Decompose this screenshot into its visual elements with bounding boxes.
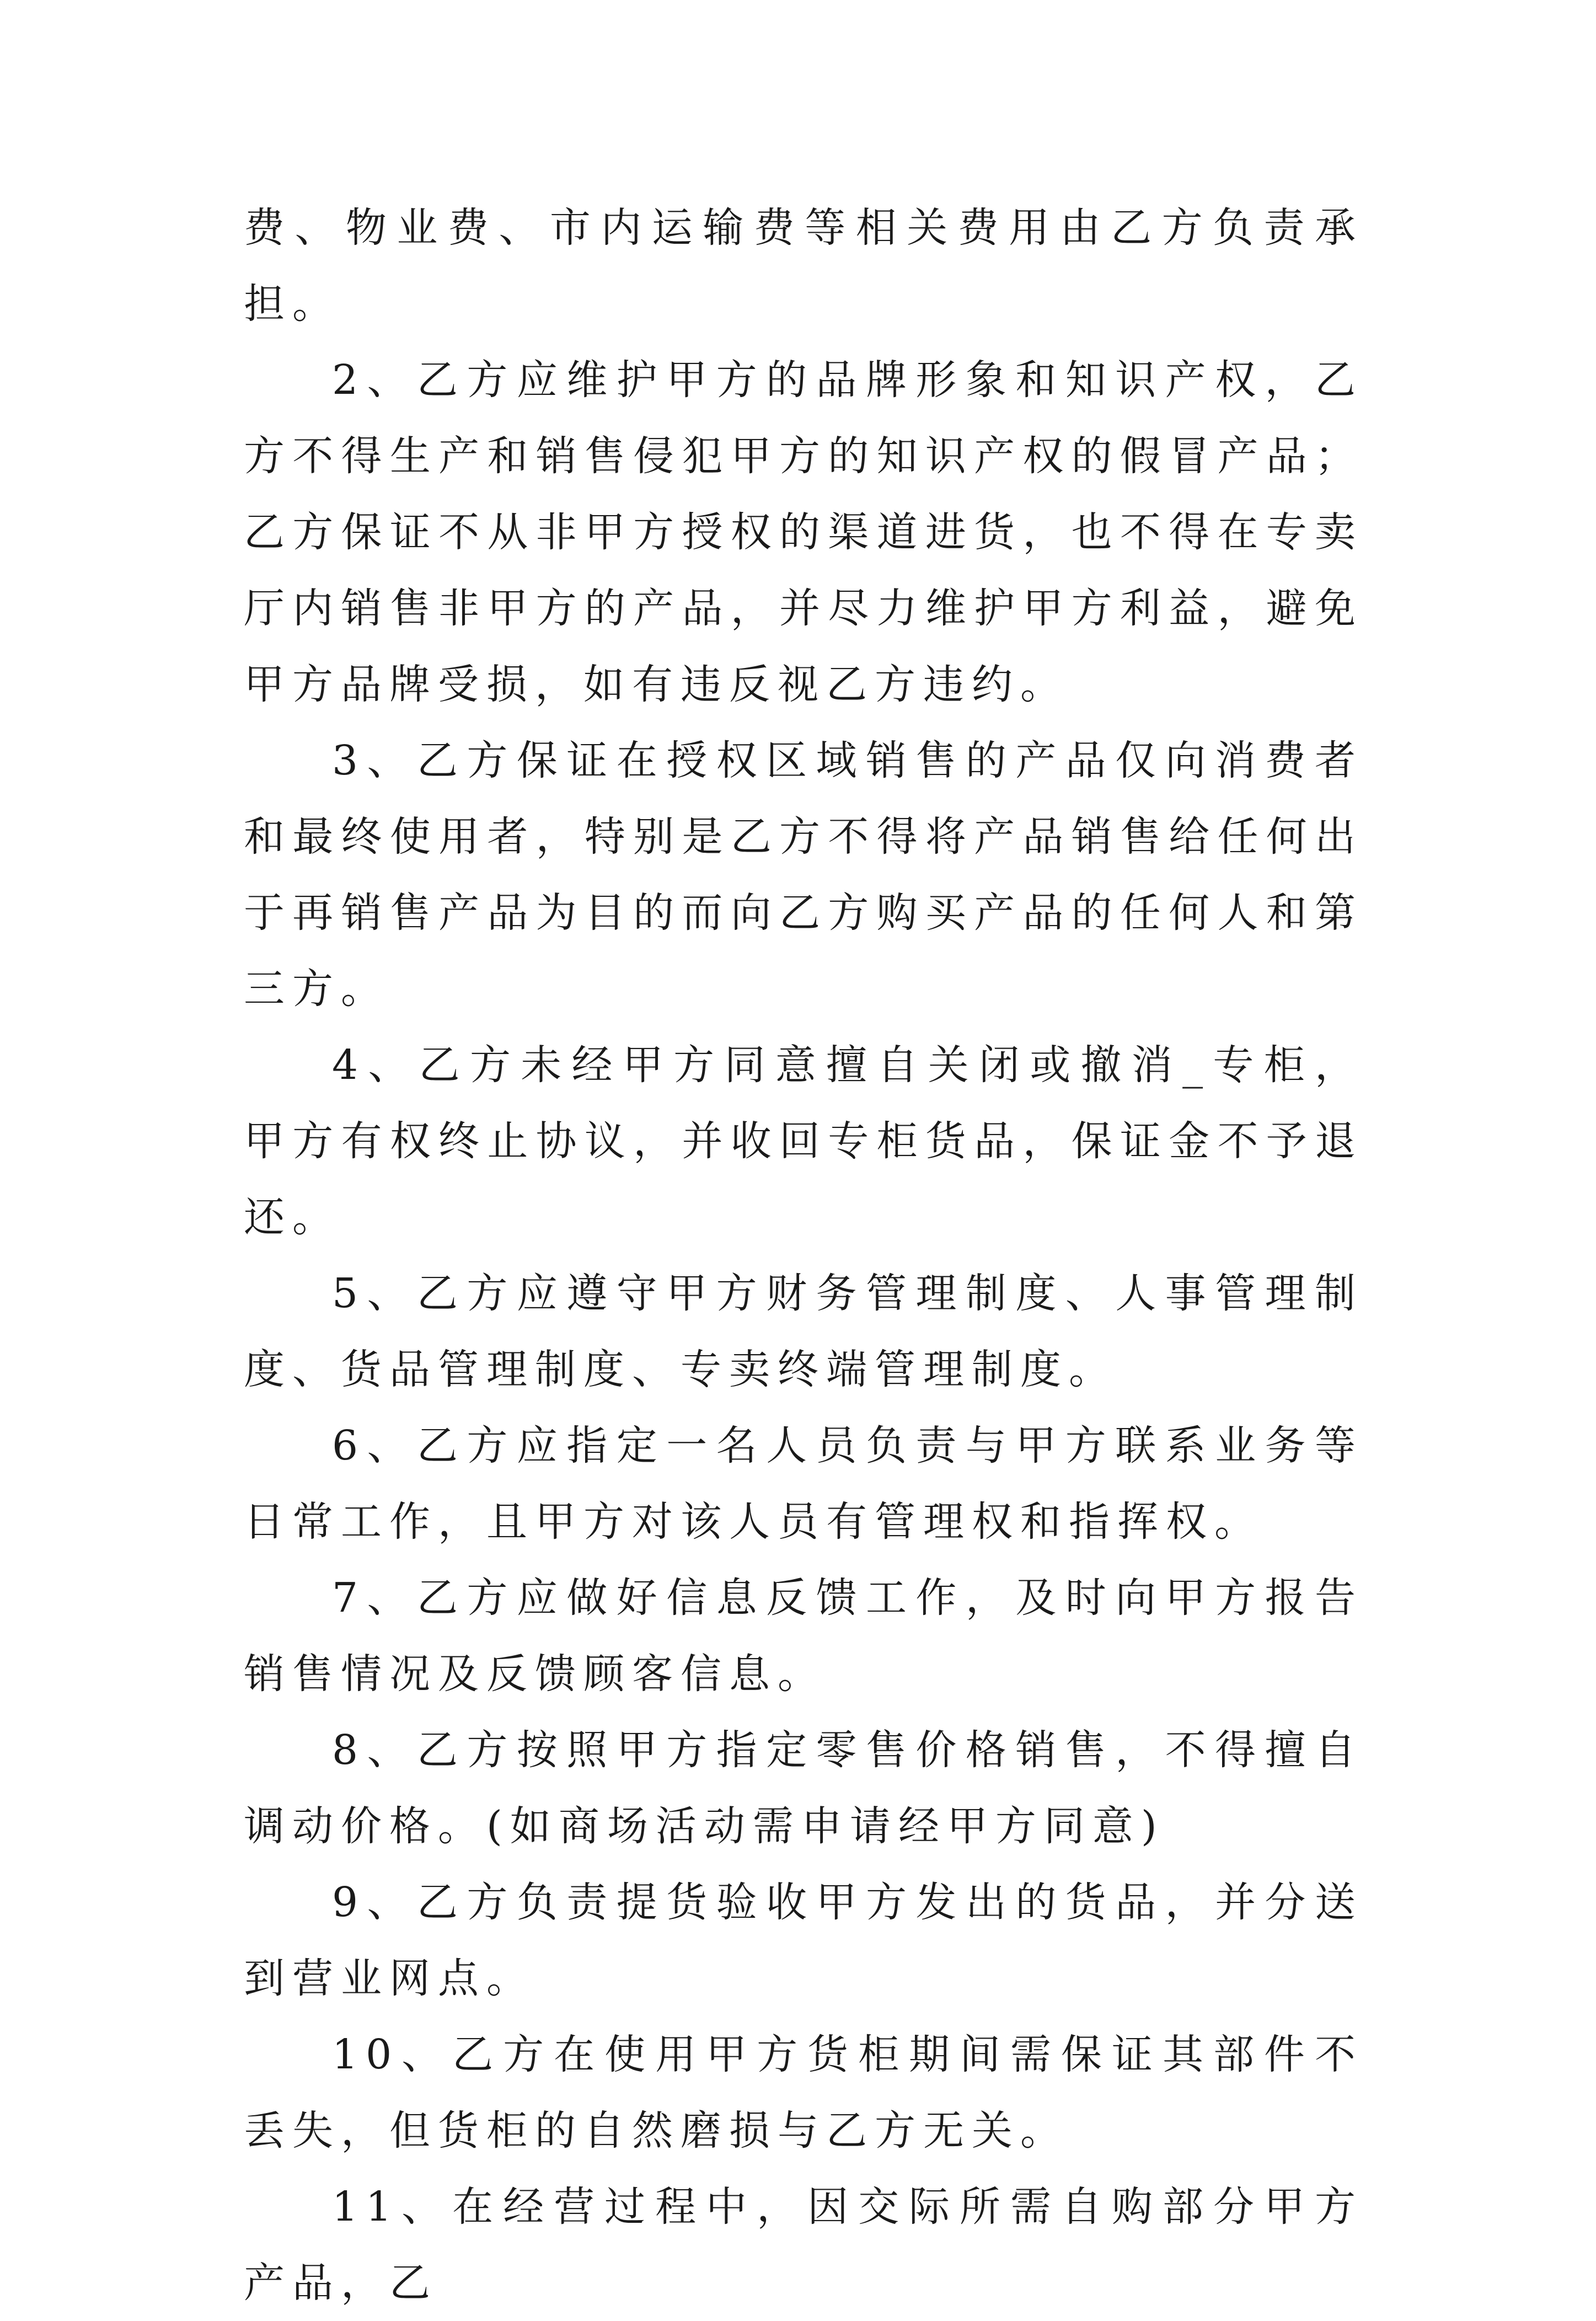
clause-4: 4、乙方未经甲方同意擅自关闭或撤消_专柜，甲方有权终止协议，并收回专柜货品，保证金不予退还。 bbox=[244, 1041, 1363, 1241]
document-body bbox=[244, 190, 1363, 2321]
clause-11: 11、在经营过程中，因交际所需自购部分甲方产品，乙 bbox=[244, 2183, 1363, 2307]
clause-3: 3、乙方保证在授权区域销售的产品仅向消费者和最终使用者，特别是乙方不得将产品销售给任何出于再销售产品为目的而向乙方购买产品的任何人和第三方。 bbox=[244, 737, 1363, 1013]
clause-8: 8、乙方按照甲方指定零售价格销售，不得擅自调动价格。(如商场活动需申请经甲方同意) bbox=[244, 1726, 1363, 1850]
clause-7: 7、乙方应做好信息反馈工作，及时向甲方报告销售情况及反馈顾客信息。 bbox=[244, 1574, 1363, 1698]
clause-2: 2、乙方应维护甲方的品牌形象和知识产权，乙方不得生产和销售侵犯甲方的知识产权的假冒产品；乙方保证不从非甲方授权的渠道进货，也不得在专卖厅内销售非甲方的产品，并尽力维护甲方利益，避免甲方品牌受损，如有违反视乙方违约。 bbox=[244, 356, 1363, 708]
clause-9: 9、乙方负责提货验收甲方发出的货品，并分送到营业网点。 bbox=[244, 1879, 1363, 2002]
clause-10: 10、乙方在使用甲方货柜期间需保证其部件不丢失，但货柜的自然磨损与乙方无关。 bbox=[244, 2031, 1363, 2154]
clause-5: 5、乙方应遵守甲方财务管理制度、人事管理制度、货品管理制度、专卖终端管理制度。 bbox=[244, 1270, 1363, 1393]
paragraph-continuation: 费、物业费、市内运输费等相关费用由乙方负责承担。 bbox=[244, 204, 1363, 328]
clause-6: 6、乙方应指定一名人员负责与甲方联系业务等日常工作，且甲方对该人员有管理权和指挥权。 bbox=[244, 1422, 1363, 1545]
